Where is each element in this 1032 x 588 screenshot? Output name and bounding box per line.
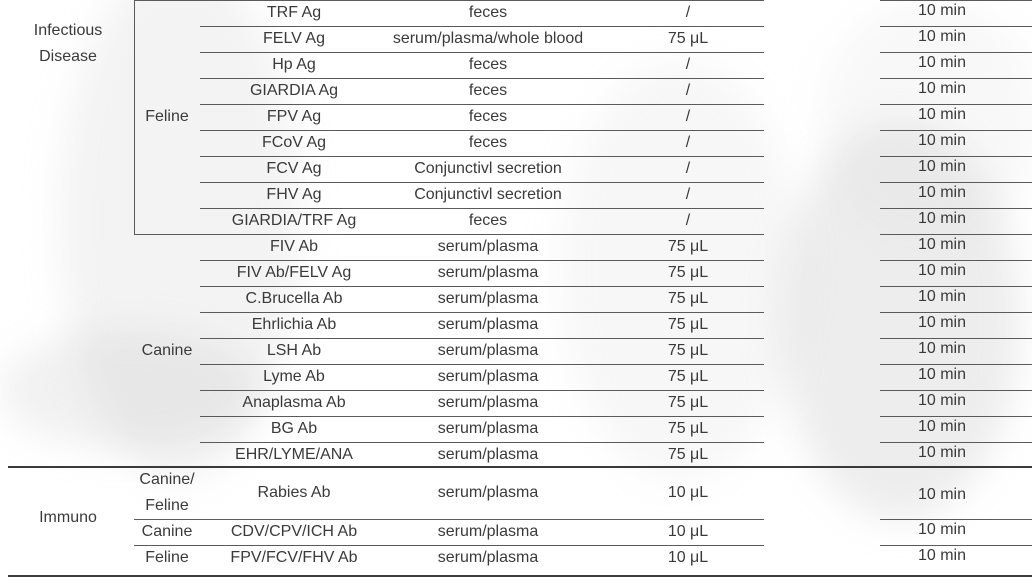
row-divider	[134, 234, 764, 235]
row-divider	[880, 78, 1032, 79]
row-divider	[880, 416, 1032, 417]
sample-type-cell: serum/plasma	[437, 549, 539, 566]
test-name-cell: Ehrlichia Ab	[251, 316, 337, 333]
test-time-cell: 10 min	[917, 340, 967, 357]
row-divider	[200, 338, 764, 339]
test-time-cell: 10 min	[917, 521, 967, 538]
row-divider	[134, 0, 764, 1]
sample-volume-cell: 10 μL	[667, 549, 709, 566]
group-label-immuno: Immuno	[39, 509, 97, 526]
row-divider	[200, 208, 764, 209]
species-label-feline: Feline	[145, 108, 189, 125]
sample-volume-cell: /	[685, 186, 691, 203]
row-divider	[200, 182, 764, 183]
test-time-cell: 10 min	[917, 184, 967, 201]
sample-type-cell: serum/plasma	[437, 238, 539, 255]
test-name-cell: GIARDIA/TRF Ag	[231, 212, 357, 229]
test-time-cell: 10 min	[917, 158, 967, 175]
test-name-cell: FIV Ab/FELV Ag	[236, 264, 352, 281]
sample-type-cell: serum/plasma	[437, 368, 539, 385]
test-name-cell: Rabies Ab	[257, 483, 331, 501]
test-name-cell: FPV Ag	[266, 108, 322, 125]
test-time-cell: 10 min	[917, 366, 967, 383]
row-divider	[880, 442, 1032, 443]
sample-type-cell: feces	[468, 82, 508, 99]
sample-volume-cell: /	[685, 56, 691, 73]
test-time-cell: 10 min	[917, 28, 967, 45]
species-label-canine: Canine	[141, 342, 193, 359]
sample-type-cell: serum/plasma	[437, 420, 539, 437]
test-time-cell: 10 min	[917, 485, 967, 503]
column-divider	[134, 0, 135, 234]
row-divider	[880, 234, 1032, 235]
row-divider	[880, 338, 1032, 339]
species-label-canine-feline: Canine/ Feline	[139, 470, 195, 514]
test-time-cell: 10 min	[917, 262, 967, 279]
row-divider	[134, 545, 764, 546]
sample-volume-cell: 10 μL	[667, 483, 709, 501]
sample-volume-cell: /	[685, 4, 691, 21]
sample-type-cell: serum/plasma	[437, 264, 539, 281]
sample-type-cell: serum/plasma	[437, 523, 539, 540]
test-time-cell: 10 min	[917, 547, 967, 564]
row-divider	[200, 364, 764, 365]
sample-volume-cell: 75 μL	[667, 368, 709, 385]
sample-volume-cell: 75 μL	[667, 264, 709, 281]
sample-type-cell: Conjunctivl secretion	[414, 186, 562, 203]
test-name-cell: C.Brucella Ab	[245, 290, 343, 307]
test-name-cell: FHV Ag	[266, 186, 322, 203]
test-time-cell: 10 min	[917, 210, 967, 227]
test-time-cell: 10 min	[917, 2, 967, 19]
sample-type-cell: serum/plasma	[437, 316, 539, 333]
sample-volume-cell: /	[685, 212, 691, 229]
row-divider	[200, 104, 764, 105]
test-name-cell: FELV Ag	[263, 30, 325, 47]
test-time-cell: 10 min	[917, 314, 967, 331]
row-divider	[200, 156, 764, 157]
row-divider	[8, 575, 1032, 577]
sample-volume-cell: 75 μL	[667, 446, 709, 463]
test-time-cell: 10 min	[917, 54, 967, 71]
row-divider	[880, 52, 1032, 53]
sample-type-cell: serum/plasma	[437, 394, 539, 411]
sample-volume-cell: 75 μL	[667, 238, 709, 255]
sample-type-cell: serum/plasma	[437, 483, 539, 501]
row-divider	[880, 286, 1032, 287]
sample-volume-cell: /	[685, 160, 691, 177]
row-divider	[200, 78, 764, 79]
row-divider	[200, 26, 764, 27]
row-divider	[8, 466, 1032, 468]
test-time-cell: 10 min	[917, 288, 967, 305]
test-name-cell: Anaplasma Ab	[242, 394, 346, 411]
sample-type-cell: feces	[468, 56, 508, 73]
test-name-cell: FCV Ag	[266, 160, 322, 177]
sample-volume-cell: 75 μL	[667, 394, 709, 411]
row-divider	[880, 26, 1032, 27]
test-name-cell: FIV Ab	[269, 238, 319, 255]
sample-type-cell: feces	[468, 212, 508, 229]
test-time-cell: 10 min	[917, 418, 967, 435]
test-name-cell: CDV/CPV/ICH Ab	[230, 523, 358, 540]
test-name-cell: FPV/FCV/FHV Ab	[230, 549, 358, 566]
sample-type-cell: serum/plasma/whole blood	[392, 30, 584, 47]
test-name-cell: GIARDIA Ag	[249, 82, 339, 99]
row-divider	[880, 260, 1032, 261]
row-divider	[200, 442, 764, 443]
sample-volume-cell: /	[685, 82, 691, 99]
row-divider	[200, 390, 764, 391]
test-name-cell: BG Ab	[270, 420, 318, 437]
row-divider	[880, 208, 1032, 209]
test-time-cell: 10 min	[917, 236, 967, 253]
sample-type-cell: serum/plasma	[437, 446, 539, 463]
row-divider	[880, 104, 1032, 105]
row-divider	[880, 545, 1032, 546]
sample-type-cell: Conjunctivl secretion	[414, 160, 562, 177]
test-time-cell: 10 min	[917, 80, 967, 97]
species-label-canine-immuno: Canine	[141, 523, 193, 540]
row-divider	[880, 519, 1032, 520]
row-divider	[134, 519, 764, 520]
row-divider	[880, 312, 1032, 313]
row-divider	[880, 364, 1032, 365]
sample-volume-cell: 75 μL	[667, 30, 709, 47]
sample-type-cell: serum/plasma	[437, 290, 539, 307]
test-name-cell: TRF Ag	[266, 4, 322, 21]
row-divider	[200, 312, 764, 313]
test-time-cell: 10 min	[917, 392, 967, 409]
row-divider	[200, 286, 764, 287]
row-divider	[880, 390, 1032, 391]
sample-volume-cell: 75 μL	[667, 290, 709, 307]
test-name-cell: EHR/LYME/ANA	[235, 446, 353, 463]
test-name-cell: LSH Ab	[266, 342, 322, 359]
species-label-feline-immuno: Feline	[145, 549, 189, 566]
row-divider	[200, 416, 764, 417]
sample-type-cell: feces	[468, 134, 508, 151]
test-time-cell: 10 min	[917, 132, 967, 149]
group-label-infectious-disease: Infectious Disease	[33, 22, 103, 65]
row-divider	[880, 0, 1032, 1]
row-divider	[200, 260, 764, 261]
test-time-cell: 10 min	[917, 444, 967, 461]
sample-volume-cell: 75 μL	[667, 342, 709, 359]
row-divider	[880, 156, 1032, 157]
test-name-cell: FCoV Ag	[261, 134, 327, 151]
sample-type-cell: serum/plasma	[437, 342, 539, 359]
row-divider	[200, 52, 764, 53]
sample-volume-cell: /	[685, 134, 691, 151]
row-divider	[200, 130, 764, 131]
test-name-cell: Lyme Ab	[263, 368, 325, 385]
row-divider	[880, 130, 1032, 131]
sample-volume-cell: 75 μL	[667, 420, 709, 437]
sample-volume-cell: 75 μL	[667, 316, 709, 333]
sample-volume-cell: 10 μL	[667, 523, 709, 540]
row-divider	[880, 182, 1032, 183]
test-name-cell: Hp Ag	[272, 56, 316, 73]
sample-type-cell: feces	[468, 4, 508, 21]
sample-volume-cell: /	[685, 108, 691, 125]
sample-type-cell: feces	[468, 108, 508, 125]
test-time-cell: 10 min	[917, 106, 967, 123]
